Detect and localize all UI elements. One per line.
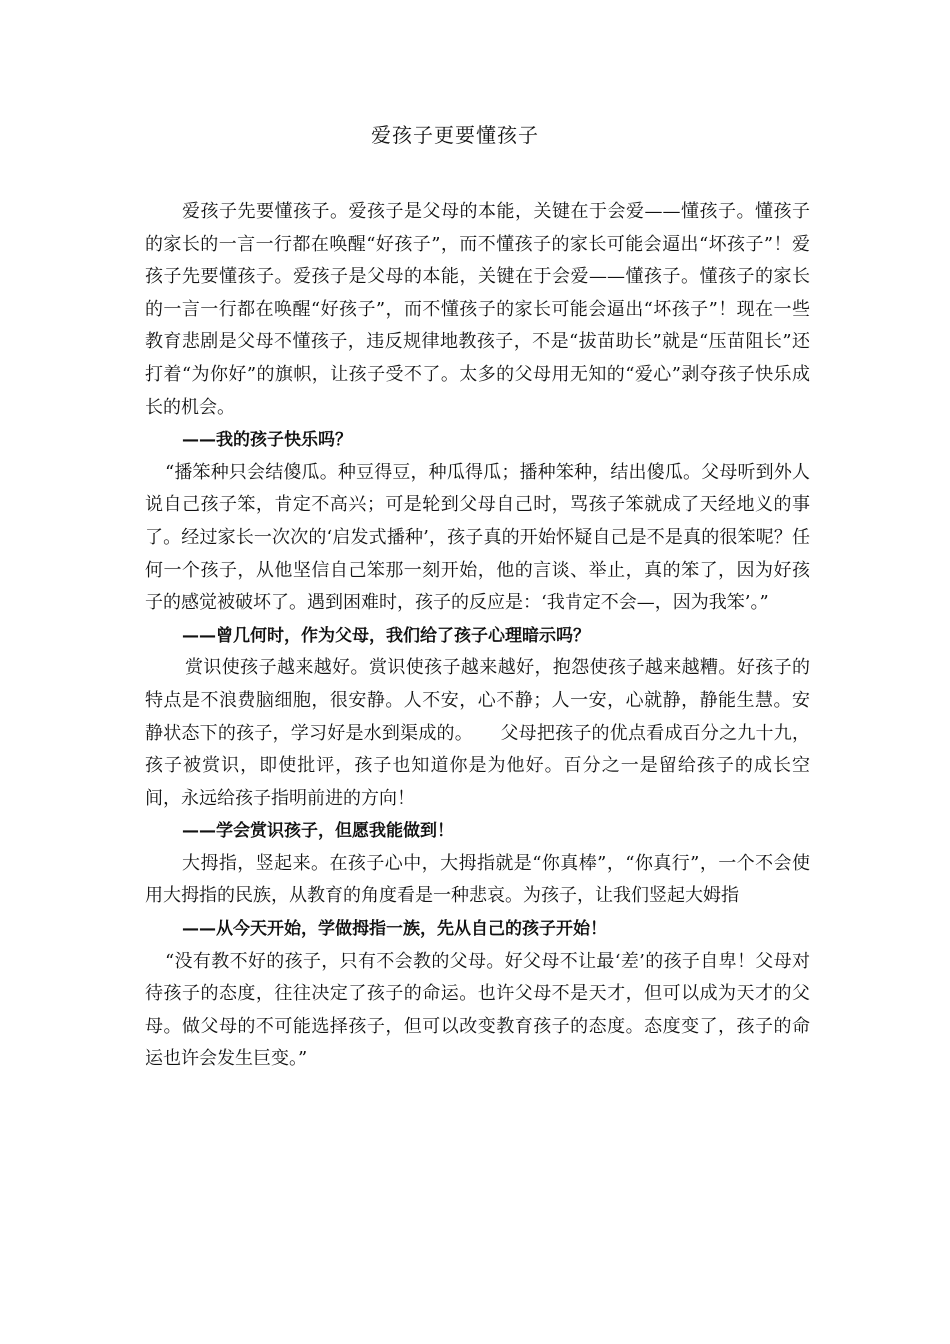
section-heading-suggestion: ——曾几何时，作为父母，我们给了孩子心理暗示吗？ <box>182 625 590 646</box>
paragraph-stupid-seed: “播笨种只会结傻瓜。种豆得豆，种瓜得瓜；播种笨种，结出傻瓜。父母听到外人说自己孩子笨，肯定不高兴；可是轮到父母自己时，骂孩子笨就成了天经地义的事了。经过家长一次次的‘启发式播种’，孩子真的开始怀疑自己是不是真的很笨呢？任何一个孩子，从他坚信自己笨那一刻开始，他的言谈、举止，真的笨了，因为好孩子的感觉被破坏了。遇到困难时，孩子的反应是：‘我肯定不会—，因为我笨’。” <box>145 461 810 614</box>
paragraph-intro: 爱孩子先要懂孩子。爱孩子是父母的本能，关键在于会爱——懂孩子。懂孩子的家长的一言一行都在唤醒“好孩子”，而不懂孩子的家长可能会逼出“坏孩子”！爱孩子先要懂孩子。爱孩子是父母的本能，关键在于会爱——懂孩子。懂孩子的家长的一言一行都在唤醒“好孩子”，而不懂孩子的家长可能会逼出“坏孩子”！现在一些教育悲剧是父母不懂孩子，违反规律地教孩子，不是“拔苗助长”就是“压苗阻长”还打着“为你好”的旗帜，让孩子受不了。太多的父母用无知的“爱心”剥夺孩子快乐成长的机会。 <box>145 201 810 418</box>
section-heading-happy: ——我的孩子快乐吗？ <box>182 430 352 451</box>
paragraph-thumbs-up: 大拇指，竖起来。在孩子心中，大拇指就是“你真棒”，“你真行”，一个不会使用大拇指的民族，从教育的角度看是一种悲哀。为孩子，让我们竖起大姆指 <box>145 852 810 907</box>
section-heading-thumb-tribe: ——从今天开始，学做拇指一族，先从自己的孩子开始！ <box>182 919 607 940</box>
document-body <box>145 196 810 1076</box>
section-heading-appreciate: ——学会赏识孩子，但愿我能做到！ <box>182 821 454 842</box>
document-title: 爱孩子更要懂孩子 <box>371 123 539 147</box>
paragraph-parents: “没有教不好的孩子，只有不会教的父母。好父母不让最‘差’的孩子自卑！父母对待孩子的态度，往往决定了孩子的命运。也许父母不是天才，但可以成为天才的父母。做父母的不可能选择孩子，但可以改变教育孩子的态度。态度变了，孩子的命运也许会发生巨变。” <box>145 950 810 1070</box>
paragraph-appreciation: 赏识使孩子越来越好。赏识使孩子越来越好，抱怨使孩子越来越糟。好孩子的特点是不浪费脑细胞，很安静。人不安，心不静；人一安，心就静，静能生慧。安静状态下的孩子，学习好是水到渠成的。 父母把孩子的优点看成百分之九十九，孩子被赏识，即使批评，孩子也知道你是为他好。百分之一是留给孩子的成长空间，永远给孩子指明前进的方向！ <box>145 657 810 809</box>
